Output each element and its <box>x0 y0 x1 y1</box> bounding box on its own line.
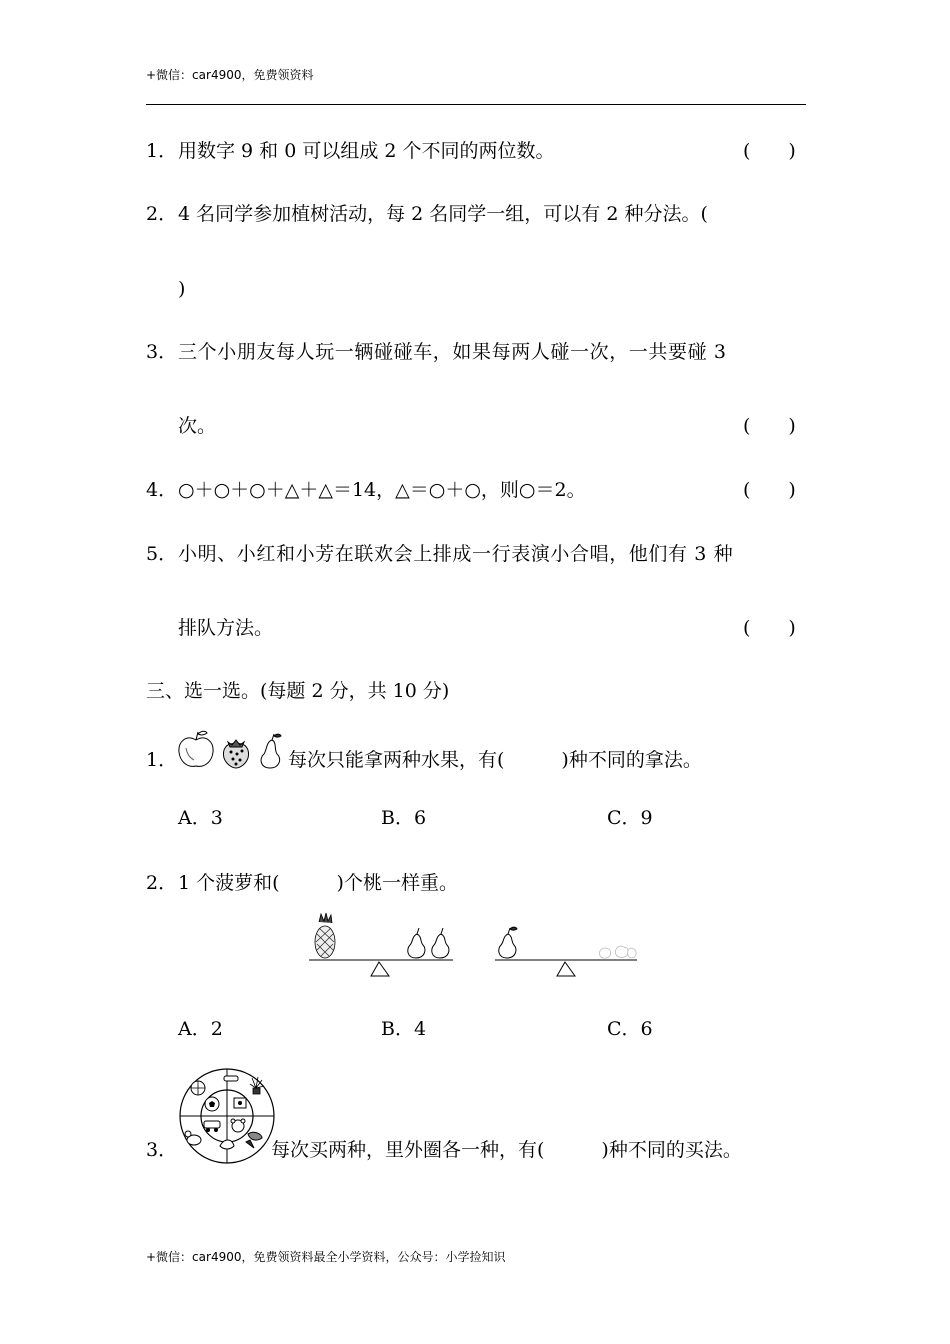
section-3-title: 三、选一选。(每题 2 分，共 10 分) <box>146 680 450 702</box>
judge-2-text: 4 名同学参加植树活动，每 2 名同学一组，可以有 2 种分法。( <box>178 203 708 225</box>
toy-icon <box>234 1098 246 1108</box>
scale-right <box>495 927 637 976</box>
choice-3-text: 每次买两种，里外圈各一种，有( )种不同的买法。 <box>271 1139 742 1161</box>
choice-2-option-a[interactable]: A．2 <box>178 1018 223 1040</box>
choice-1-option-c[interactable]: C．9 <box>607 807 653 829</box>
choice-1-number: 1． <box>146 749 178 771</box>
choice-2-option-c[interactable]: C．6 <box>607 1018 653 1040</box>
judge-5-text-cont: 排队方法。 <box>178 617 274 639</box>
judge-1-number: 1． <box>146 140 178 162</box>
pear-icon <box>408 928 449 958</box>
shopping-circle-picture <box>176 1068 278 1164</box>
choice-1-option-b[interactable]: B．6 <box>381 807 427 829</box>
judge-5-number: 5． <box>146 543 178 565</box>
judge-3-number: 3． <box>146 341 178 363</box>
pear-icon <box>499 927 517 958</box>
skateboard-icon <box>224 1076 238 1081</box>
header-watermark: +微信：car4900，免费领资料 <box>146 68 314 82</box>
pineapple-icon <box>315 913 335 958</box>
choice-2-number: 2． <box>146 872 178 894</box>
choice-3-number: 3． <box>146 1139 178 1161</box>
peach-icon <box>599 946 636 958</box>
balance-scales-picture <box>305 912 645 982</box>
judge-1-text: 用数字 9 和 0 可以组成 2 个不同的两位数。 <box>178 140 555 162</box>
header-rule <box>146 104 806 105</box>
bear-icon <box>231 1119 245 1132</box>
soccer-ball-icon <box>205 1097 219 1111</box>
judge-4-text: ○＋○＋○＋△＋△＝14，△＝○＋○，则○＝2。 <box>178 479 586 501</box>
choice-2-text: 1 个菠萝和( )个桃一样重。 <box>178 872 458 894</box>
judge-3-text-cont: 次。 <box>178 415 217 437</box>
judge-2-answer-close[interactable]: ) <box>178 278 186 300</box>
fruits-picture <box>176 728 286 772</box>
choice-1-option-a[interactable]: A．3 <box>178 807 223 829</box>
judge-2-number: 2． <box>146 203 178 225</box>
scale-left <box>309 913 453 976</box>
judge-4-answer[interactable]: ( ) <box>743 479 796 501</box>
judge-3-text: 三个小朋友每人玩一辆碰碰车，如果每两人碰一次，一共要碰 3 <box>178 341 727 363</box>
choice-2-option-b[interactable]: B．4 <box>381 1018 427 1040</box>
apple-icon <box>179 731 213 766</box>
judge-5-text: 小明、小红和小芳在联欢会上排成一行表演小合唱，他们有 3 种 <box>178 543 734 565</box>
choice-1-text: 每次只能拿两种水果，有( )种不同的拿法。 <box>288 749 702 771</box>
judge-3-answer[interactable]: ( ) <box>743 415 796 437</box>
pear-icon <box>261 734 281 768</box>
basketball-icon <box>191 1081 205 1095</box>
judge-4-number: 4． <box>146 479 178 501</box>
strawberry-icon <box>224 740 249 768</box>
footer-watermark: +微信：car4900，免费领资料最全小学资料，公众号：小学捡知识 <box>146 1250 506 1264</box>
judge-5-answer[interactable]: ( ) <box>743 617 796 639</box>
judge-1-answer[interactable]: ( ) <box>743 140 796 162</box>
